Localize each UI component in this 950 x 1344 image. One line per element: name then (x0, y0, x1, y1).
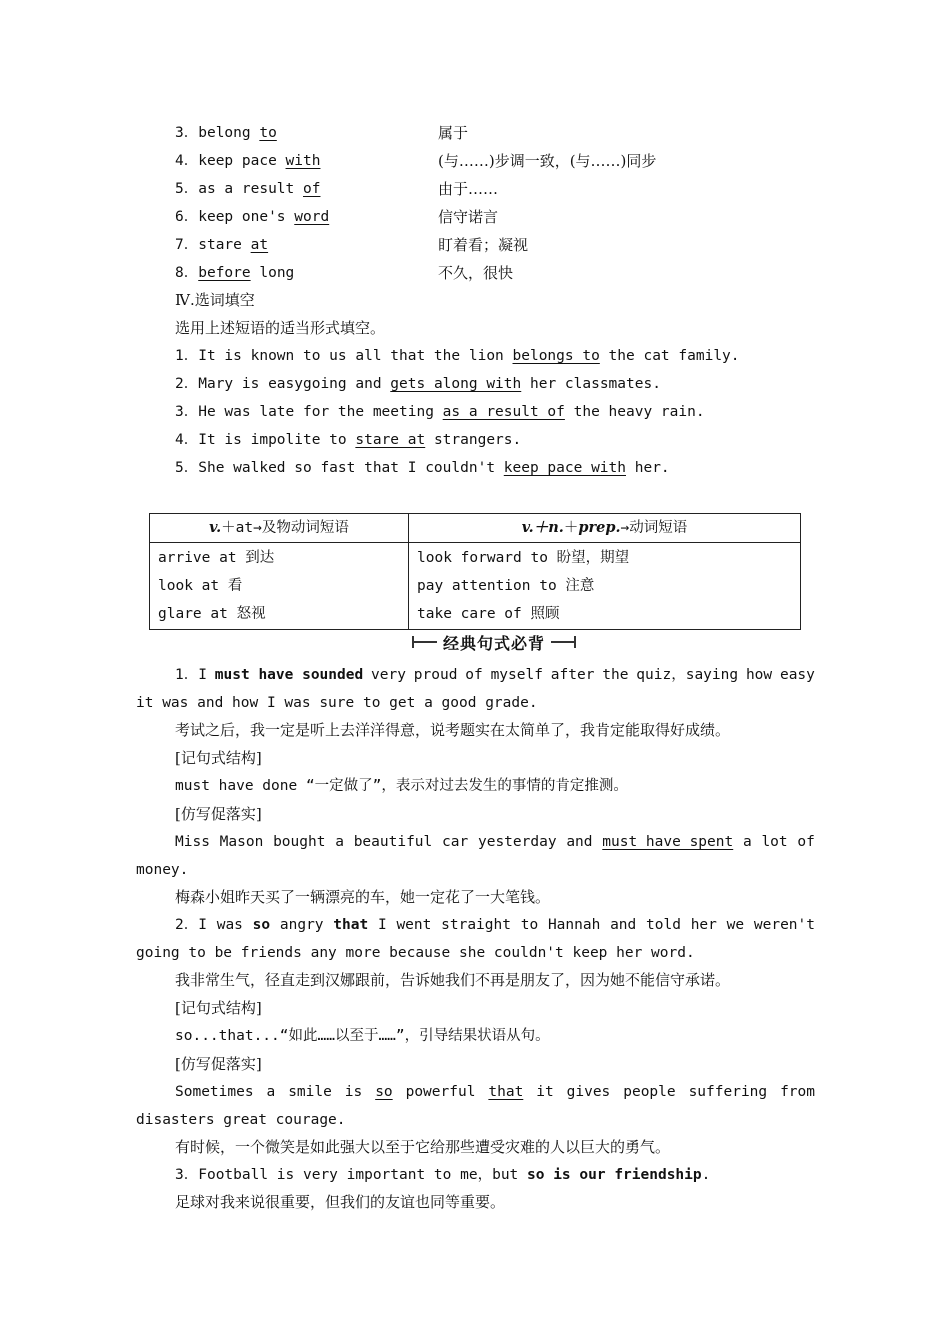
fill-item: 2．Mary is easygoing and gets along with her classmates. (175, 376, 661, 392)
practice-line: disasters great courage. (136, 1112, 346, 1128)
table-header-right: v.＋n.＋prep.→动词短语 (409, 514, 801, 543)
fill-item: 3．He was late for the meeting as a result of the heavy rain. (175, 404, 705, 420)
practice-label: [仿写促落实] (175, 1055, 262, 1073)
sentence-line: it was and how I was sure to get a good grade. (136, 695, 538, 711)
sentence-line: 1．I must have sounded very proud of myself after the quiz，saying how easy (175, 667, 815, 683)
section-banner (412, 630, 576, 654)
phrase-item: 3．belong to (175, 125, 277, 141)
phrase-translation: 盯着看；凝视 (438, 236, 529, 254)
phrase-item: 6．keep one's word (175, 209, 330, 225)
phrase-translation: 由于…… (438, 180, 499, 198)
sentence-line: 2．I was so angry that I went straight to Hannah and told her we weren't (175, 917, 815, 933)
practice-translation: 梅森小姐昨天买了一辆漂亮的车，她一定花了一大笔钱。 (175, 888, 551, 906)
phrase-translation: (与……)步调一致，(与……)同步 (438, 152, 657, 170)
table-cell-left: arrive at 到达 look at 看 glare at 怒视 (150, 543, 409, 630)
phrase-item: 7．stare at (175, 237, 269, 253)
fill-item: 4．It is impolite to stare at strangers. (175, 432, 522, 448)
banner-title: 经典句式必背 (437, 631, 551, 654)
structure-note: must have done “一定做了”，表示对过去发生的事情的肯定推测。 (175, 778, 628, 794)
phrase-translation: 信守诺言 (438, 208, 499, 226)
sentence-translation: 考试之后，我一定是听上去洋洋得意，说考题实在太简单了，我肯定能取得好成绩。 (175, 721, 731, 739)
sentence-translation: 我非常生气，径直走到汉娜跟前，告诉她我们不再是朋友了，因为她不能信守承诺。 (175, 971, 731, 989)
section-instruction: 选用上述短语的适当形式填空。 (175, 319, 386, 337)
fill-item: 5．She walked so fast that I couldn't keep pace with her. (175, 460, 670, 476)
sentence-line: 3．Football is very important to me，but so is our friendship. (175, 1167, 711, 1183)
practice-translation: 有时候，一个微笑是如此强大以至于它给那些遭受灾难的人以巨大的勇气。 (175, 1138, 671, 1156)
structure-label: [记句式结构] (175, 749, 262, 767)
structure-label: [记句式结构] (175, 999, 262, 1017)
phrase-item: 8．before long (175, 265, 295, 281)
practice-line: money. (136, 862, 189, 878)
fill-item: 1．It is known to us all that the lion belongs to the cat family. (175, 348, 740, 364)
structure-note: so...that...“如此……以至于……”，引导结果状语从句。 (175, 1028, 550, 1044)
table-cell-right: look forward to 盼望，期望 pay attention to 注意 take care of 照顾 (409, 543, 801, 630)
phrase-item: 4．keep pace with (175, 153, 321, 169)
practice-label: [仿写促落实] (175, 805, 262, 823)
practice-line: Miss Mason bought a beautiful car yesterday and must have spent a lot of (175, 834, 815, 850)
phrase-summary-table (149, 513, 801, 630)
table-header-left: v.＋at→及物动词短语 (150, 514, 409, 543)
phrase-item: 5．as a result of (175, 181, 321, 197)
section-heading: Ⅳ.选词填空 (175, 291, 255, 309)
practice-line: Sometimes a smile is so powerful that it gives people suffering from (175, 1084, 815, 1100)
sentence-translation: 足球对我来说很重要，但我们的友谊也同等重要。 (175, 1193, 506, 1211)
phrase-translation: 不久，很快 (438, 264, 514, 282)
sentence-line: going to be friends any more because she couldn't keep her word. (136, 945, 695, 961)
phrase-translation: 属于 (438, 124, 469, 142)
